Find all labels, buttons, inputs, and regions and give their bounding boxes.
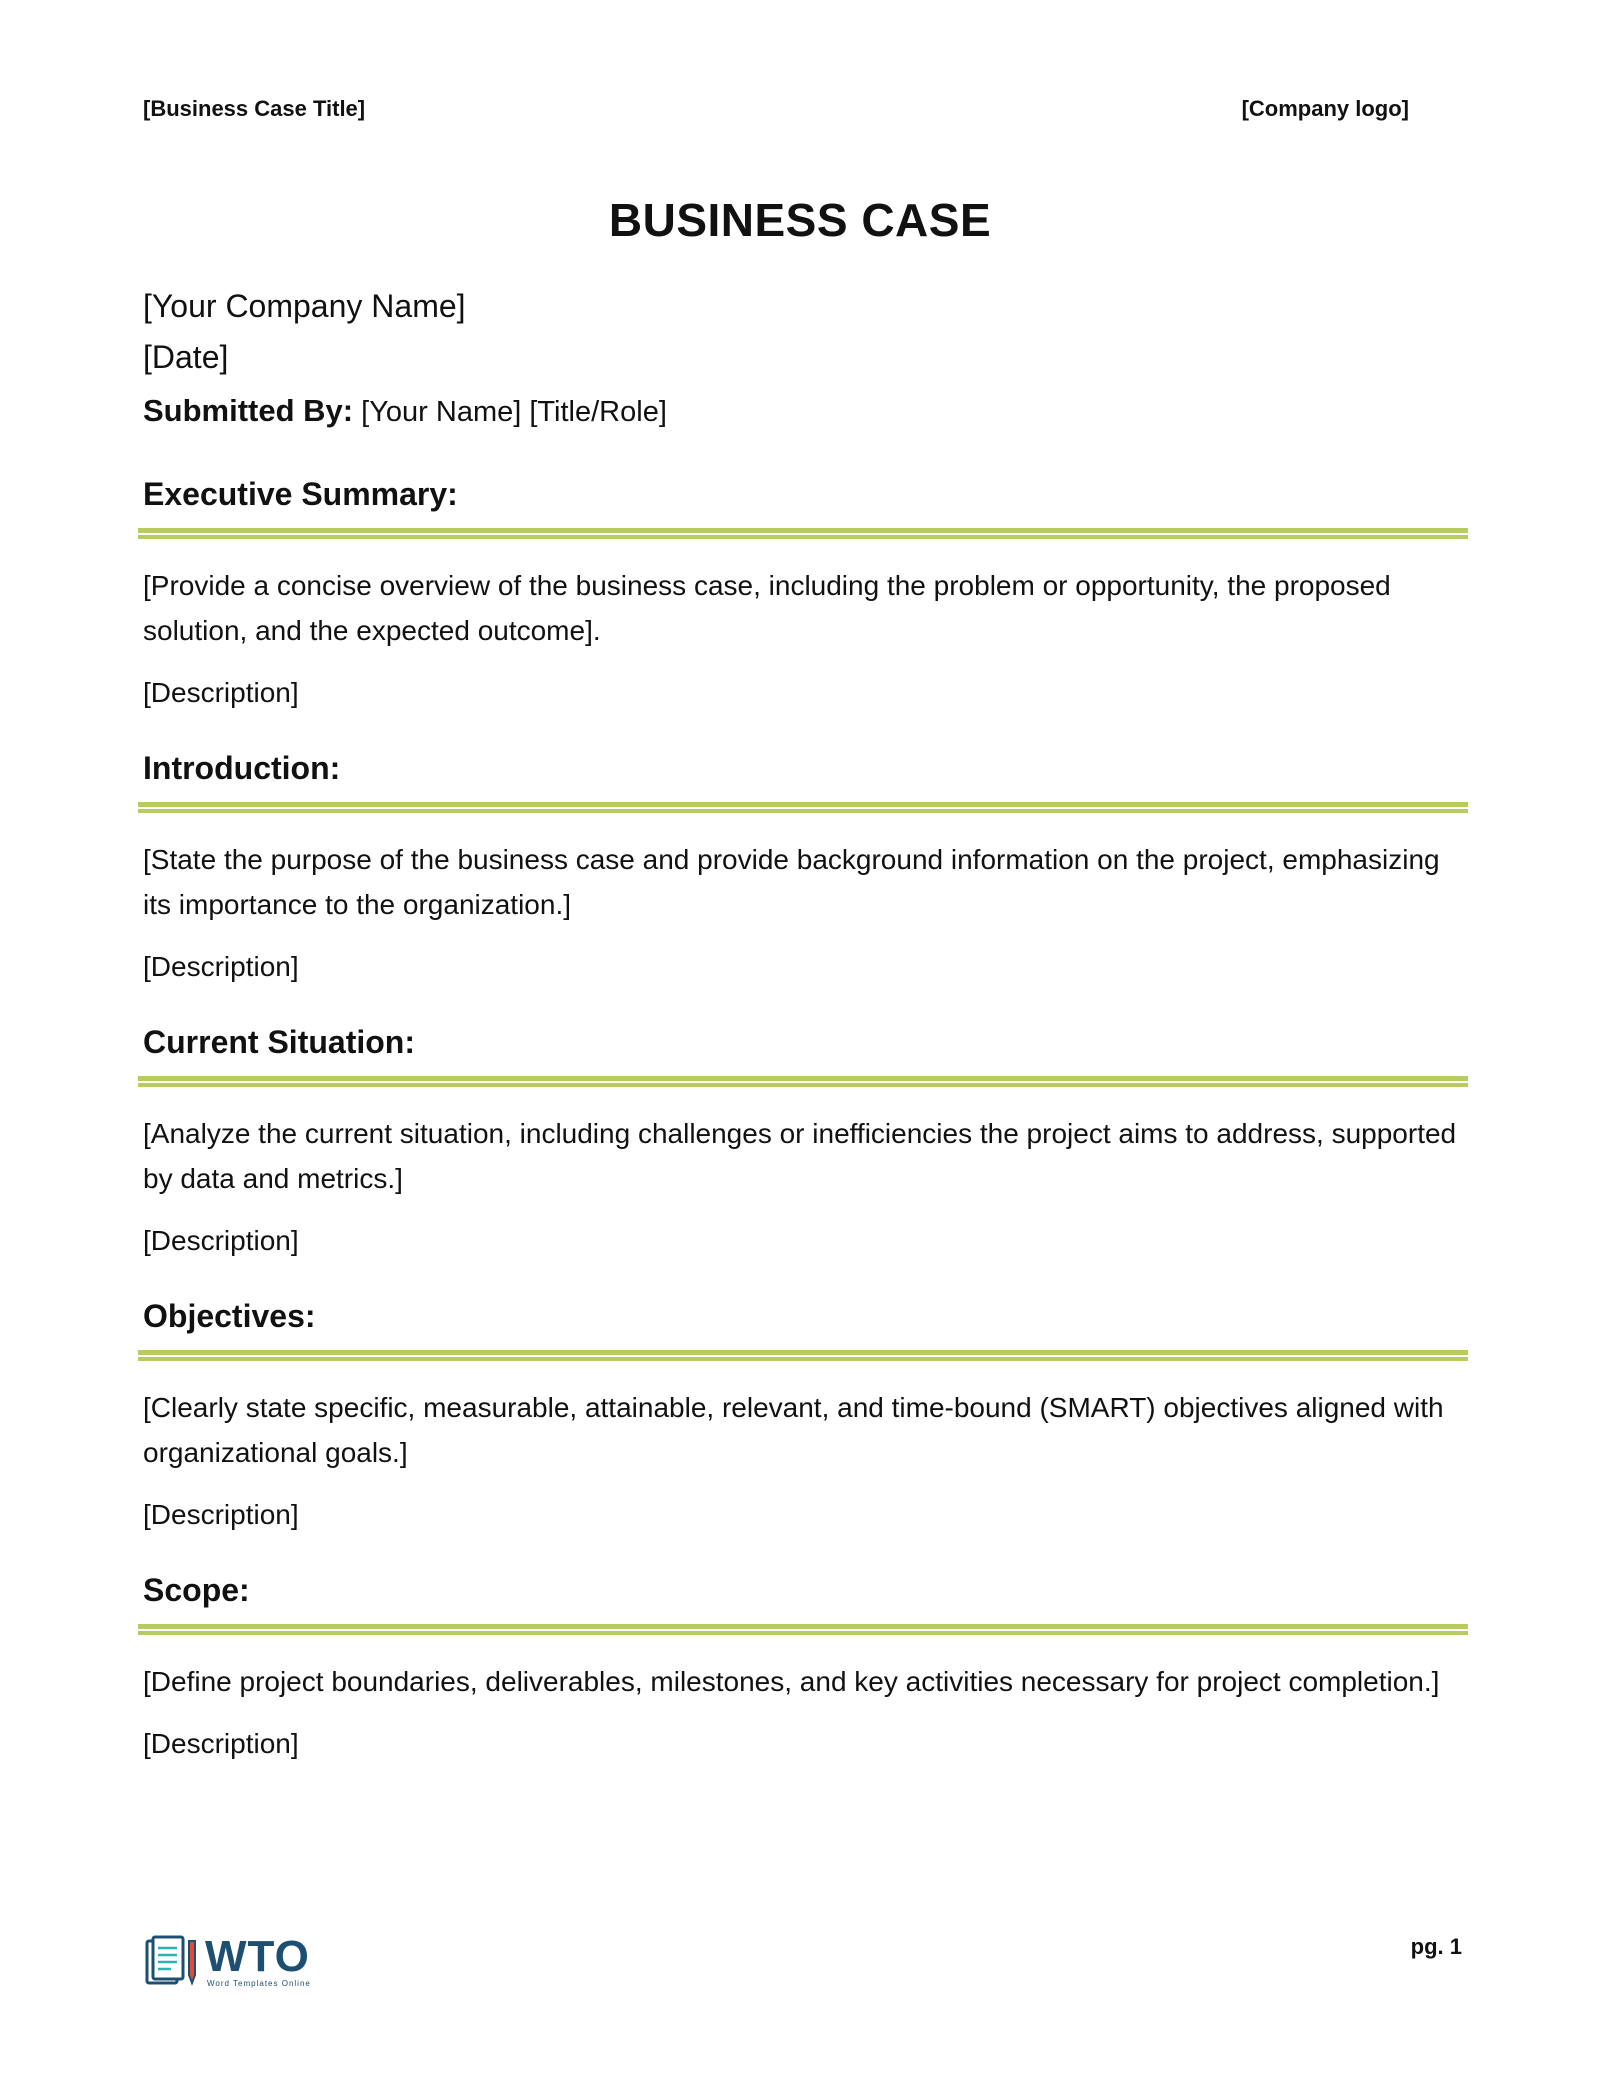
section-introduction [138,746,1468,987]
section-description: [Description] [143,951,299,982]
section-divider [138,802,1468,813]
header-company-logo-placeholder: [Company logo] [1241,96,1409,121]
section-prompt: [Analyze the current situation, including challenges or inefficiencies the project aims to address, supported by data and metrics.] [143,1118,1457,1194]
section-title: Current Situation: [143,1024,415,1060]
section-divider [138,1350,1468,1361]
header-business-case-title: [Business Case Title] [143,96,366,121]
wto-logo [143,1933,323,1989]
section-title: Scope: [143,1572,250,1608]
section-prompt: [Provide a concise overview of the business case, including the problem or opportunity, the proposed solution, and the expected outcome]. [143,570,1391,646]
section-title: Introduction: [143,750,341,786]
page-number: pg. 1 [1410,1934,1462,1959]
logo-wordmark: WTO [205,1932,310,1981]
section-divider [138,1076,1468,1087]
section-title: Executive Summary: [143,476,458,512]
section-description: [Description] [143,1499,299,1530]
section-divider [138,1624,1468,1635]
document-pen-icon [143,1935,203,1989]
section-description: [Description] [143,1225,299,1256]
section-description: [Description] [143,677,299,708]
section-description: [Description] [143,1728,299,1759]
section-scope [138,1568,1468,1764]
document-date: [Date] [143,339,229,375]
section-prompt: [Clearly state specific, measurable, attainable, relevant, and time-bound (SMART) objectives aligned with organizational goals.] [143,1392,1444,1468]
submitted-by-label: Submitted By: [143,393,354,428]
section-objectives [138,1294,1468,1535]
section-prompt: [State the purpose of the business case and provide background information on the project, emphasizing its importance to the organization.] [143,844,1440,920]
company-name: [Your Company Name] [143,288,466,324]
section-current-situation [138,1020,1468,1261]
section-title: Objectives: [143,1298,316,1334]
section-prompt: [Define project boundaries, deliverables, milestones, and key activities necessary for project completion.] [143,1666,1440,1697]
document-title: BUSINESS CASE [608,194,992,246]
logo-tagline: Word Templates Online [207,1979,311,1988]
section-divider [138,528,1468,539]
submitted-by [143,393,667,429]
submitted-by-value: [Your Name] [Title/Role] [353,396,667,428]
section-executive-summary [138,472,1468,713]
